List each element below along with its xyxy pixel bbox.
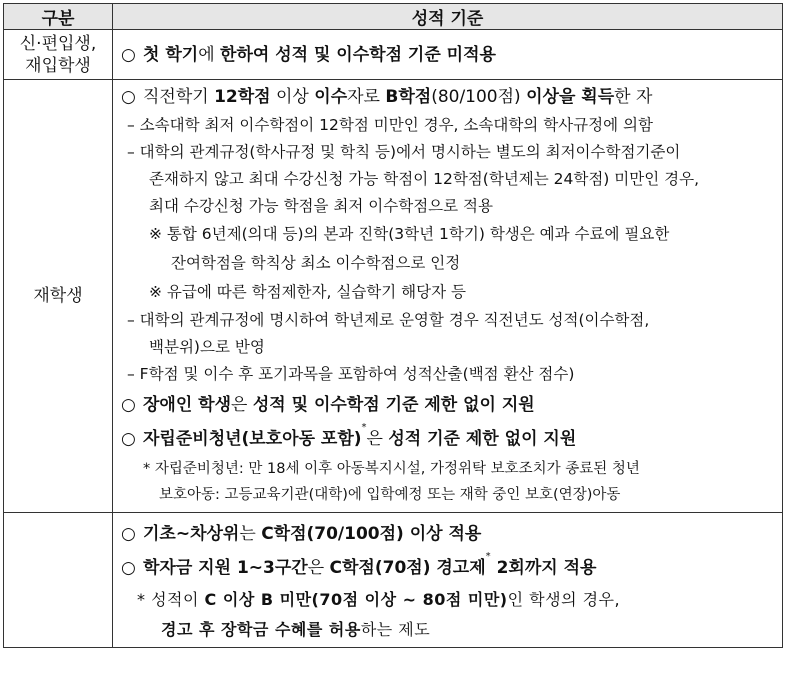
criteria-line: ○ 장애인 학생은 성적 및 이수학점 기준 제한 없이 지원 (121, 388, 776, 422)
criteria-note: ※ 통합 6년제(의대 등)의 본과 진학(3학년 1학기) 학생은 예과 수료에 필요한 (149, 225, 670, 243)
criteria-footnote: 보호아동: 고등교육기관(대학)에 입학예정 또는 재학 중인 보호(연장)아동 (159, 487, 621, 503)
circle-bullet-icon: ○ (121, 524, 136, 544)
category-current-students: 재학생 (4, 80, 113, 513)
criteria-footnote: * 성적이 C 이상 B 미만(70점 이상 ~ 80점 미만)인 학생의 경우, (137, 590, 621, 609)
criteria-line: ○ 직전학기 12학점 이상 이수자로 B학점(80/100점) 이상을 획득한 자 (121, 82, 776, 112)
category-new-students (4, 30, 113, 80)
circle-bullet-icon: ○ (121, 429, 136, 449)
criteria-subline: – 대학의 관계규정(학사규정 및 학칙 등)에서 명시하는 별도의 최저이수학점기준이 (127, 143, 681, 161)
criteria-line: ○ 기초~차상위는 C학점(70/100점) 이상 적용 (121, 517, 776, 551)
circle-bullet-icon: ○ (121, 87, 136, 107)
criteria-subline: 존재하지 않고 최대 수강신청 가능 학점이 12학점(학년제는 24학점) 미만인 경우, (149, 170, 700, 188)
header-row (4, 4, 783, 30)
criteria-subline: – F학점 및 이수 후 포기과목을 포함하여 성적산출(백점 환산 점수) (127, 365, 575, 383)
circle-bullet-icon: ○ (121, 558, 136, 578)
criteria-footnote: * 자립준비청년: 만 18세 이후 아동복지시설, 가정위탁 보호조치가 종료된 청년 (143, 461, 640, 477)
header-criteria: 성적 기준 (113, 4, 783, 30)
criteria-line: ○ 첫 학기에 한하여 성적 및 이수학점 기준 미적용 (121, 40, 776, 70)
category-label-line1: 신·편입생, (19, 33, 97, 54)
criteria-footnote: 경고 후 장학금 수혜를 허용하는 제도 (161, 620, 431, 639)
grade-criteria-table (3, 3, 783, 648)
criteria-note: 잔여학점을 학칙상 최소 이수학점으로 인정 (171, 254, 461, 272)
criteria-new-students (113, 30, 783, 80)
criteria-subline: – 소속대학 최저 이수학점이 12학점 미만인 경우, 소속대학의 학사규정에 의함 (127, 116, 653, 134)
circle-bullet-icon: ○ (121, 395, 136, 415)
row-new-students (4, 30, 783, 80)
header-category: 구분 (4, 4, 113, 30)
criteria-subline: 최대 수강신청 가능 학점을 최저 이수학점으로 적용 (149, 197, 493, 215)
criteria-line: ○ 학자금 지원 1~3구간은 C학점(70점) 경고제* 2회까지 적용 (121, 551, 776, 585)
criteria-line: ○ 자립준비청년(보호아동 포함)*은 성적 기준 제한 없이 지원 (121, 422, 776, 456)
circle-bullet-icon: ○ (121, 44, 136, 65)
criteria-current-students (113, 80, 783, 513)
row-low-income (4, 513, 783, 648)
criteria-subline: – 대학의 관계규정에 명시하여 학년제로 운영할 경우 직전년도 성적(이수학점, (127, 311, 650, 329)
criteria-subline: 백분위)으로 반영 (149, 338, 265, 356)
criteria-note: ※ 유급에 따른 학점제한자, 실습학기 해당자 등 (149, 283, 466, 301)
row-current-students (4, 80, 783, 513)
category-label-line2: 재입학생 (25, 55, 91, 76)
category-low-income (4, 513, 113, 648)
criteria-low-income (113, 513, 783, 648)
